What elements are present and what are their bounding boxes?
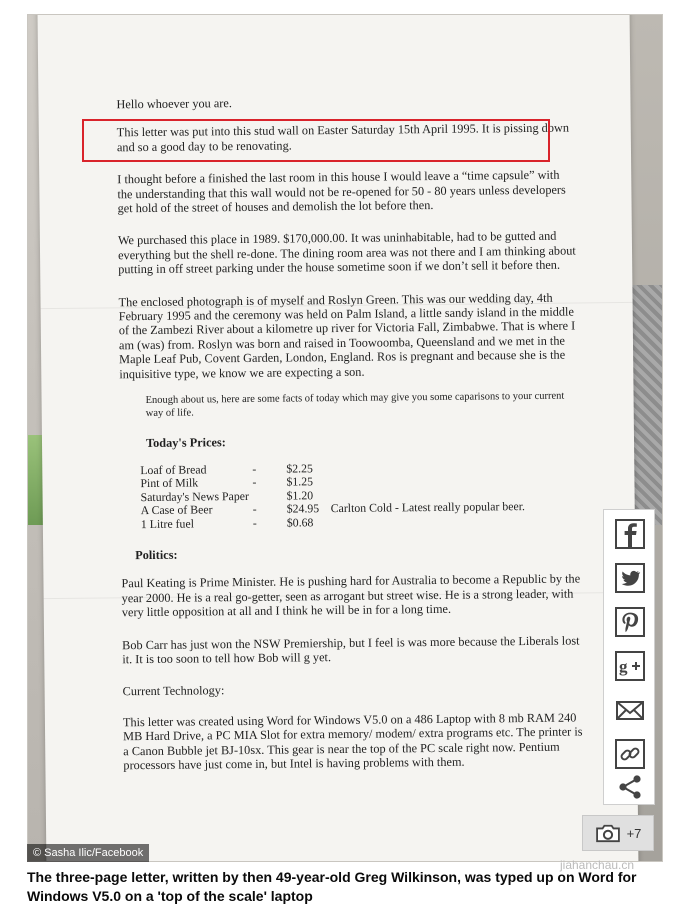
pinterest-share-button[interactable] <box>610 602 650 642</box>
google-plus-share-button[interactable] <box>610 646 650 686</box>
price-note: Carlton Cold - Latest really popular beer. <box>330 499 526 516</box>
price-item: Loaf of Bread <box>140 461 207 477</box>
copy-link-button[interactable] <box>610 734 650 774</box>
price-dash: - <box>252 461 257 476</box>
letter-highlighted-paragraph: This letter was put into this stud wall on Easter Saturday 15th April 1995. It is pissing down and so a good day to be renovating. <box>116 120 570 155</box>
price-amount: $2.25 <box>286 460 313 476</box>
price-dash: - <box>252 515 257 530</box>
price-amount: $24.95 <box>286 501 320 516</box>
facebook-share-button[interactable] <box>610 514 650 554</box>
letter-purchase-paragraph: We purchased this place in 1989. $170,000.00. It was uninhabitable, had to be gutted and everything but the shell re-done. The dining room area was not there and I am thinking about putting in off street parking under the house sometime soon if we don’t sell it before then. <box>117 229 576 277</box>
price-item: A Case of Beer <box>140 502 213 518</box>
letter-greeting: Hello whoever you are. <box>116 96 232 112</box>
price-amount: $1.20 <box>286 487 314 503</box>
camera-icon <box>595 823 621 843</box>
twitter-icon <box>615 563 645 593</box>
letter-keating-paragraph: Paul Keating is Prime Minister. He is pushing hard for Australia to become a Republic by the year 2000. He is a real go-getter, seen as arrogant but street wise. He is a strong leader, with very little opposition at all and I think he will be in for a long time. <box>121 571 581 620</box>
red-highlight-box <box>82 119 550 162</box>
twitter-share-button[interactable] <box>610 558 650 598</box>
price-item: Saturday's News Paper <box>140 488 249 504</box>
letter-carr-paragraph: Bob Carr has just won the NSW Premiership, but I feel is was more because the Liberals lost it. It is too soon to tell how Bob will g yet. <box>122 633 580 667</box>
price-item: Pint of Milk <box>140 475 199 491</box>
price-item: 1 Litre fuel <box>140 516 195 531</box>
facebook-icon <box>615 519 645 549</box>
email-share-button[interactable] <box>610 690 650 730</box>
price-amount: $1.25 <box>286 474 314 489</box>
politics-heading: Politics: <box>135 547 178 563</box>
photo-caption: The three-page letter, written by then 49-year-old Greg Wilkinson, was typed up on Word for Windows V5.0 on a 'top of the scale' laptop <box>27 869 637 904</box>
prices-heading: Today's Prices: <box>145 435 226 451</box>
price-dash: - <box>252 501 257 516</box>
price-note <box>331 512 581 528</box>
svg-text:g: g <box>619 657 628 676</box>
letter-technology-paragraph: This letter was created using Word for Windows V5.0 on a 486 Laptop with 8 mb RAM 240 MB Hard Drive, a PC MIA Slot for extra memory/ modem/ extra programs etc. The printer is a Canon Bubble jet BJ-10sx. This gear is near the top of the PC scale right now. Pentium processors have just come in, but Intel is having problems with them. <box>122 710 583 773</box>
price-amount: $0.68 <box>286 514 314 530</box>
site-watermark: jiahanchau.cn <box>560 858 635 872</box>
technology-heading: Current Technology: <box>122 683 225 699</box>
photo-credit: © Sasha Ilic/Facebook <box>27 844 149 862</box>
letter-time-capsule-paragraph: I thought before a finished the last room in this house I would leave a “time capsule” with the understanding that this wall would not be re-opened for 50 - 80 years unless developers get hold of the street of houses and demolish the lot before then. <box>117 167 566 216</box>
price-dash: - <box>252 474 257 489</box>
share-bar <box>603 509 655 805</box>
letter-text <box>116 92 583 786</box>
link-icon <box>615 739 645 769</box>
more-share-button[interactable] <box>610 772 650 802</box>
prices-table <box>140 458 581 530</box>
share-icon <box>615 772 645 802</box>
gallery-button[interactable] <box>582 815 654 851</box>
gallery-count: +7 <box>626 825 642 841</box>
email-icon <box>615 695 645 725</box>
pinterest-icon <box>615 607 645 637</box>
google-plus-icon <box>615 651 645 681</box>
letter-enough-paragraph: Enough about us, here are some facts of today which may give you some caparisons to your current way of life. <box>145 390 565 419</box>
letter-photo-paragraph: The enclosed photograph is of myself and Roslyn Green. This was our wedding day, 4th February 1995 and the ceremony was held on Palm Island, a little sandy island in the middle of the Zambezi River about a kilometre up river for Victoria Fall, Zimbabwe. That is where I am (was) from. Roslyn was born and raised in Toowoomba, Queensland and we met in the Maple Leaf Pub, Covent Garden, London, England. Ros is pregnant and because she is the inquisitive type, we know we are expecting a son. <box>118 290 576 381</box>
